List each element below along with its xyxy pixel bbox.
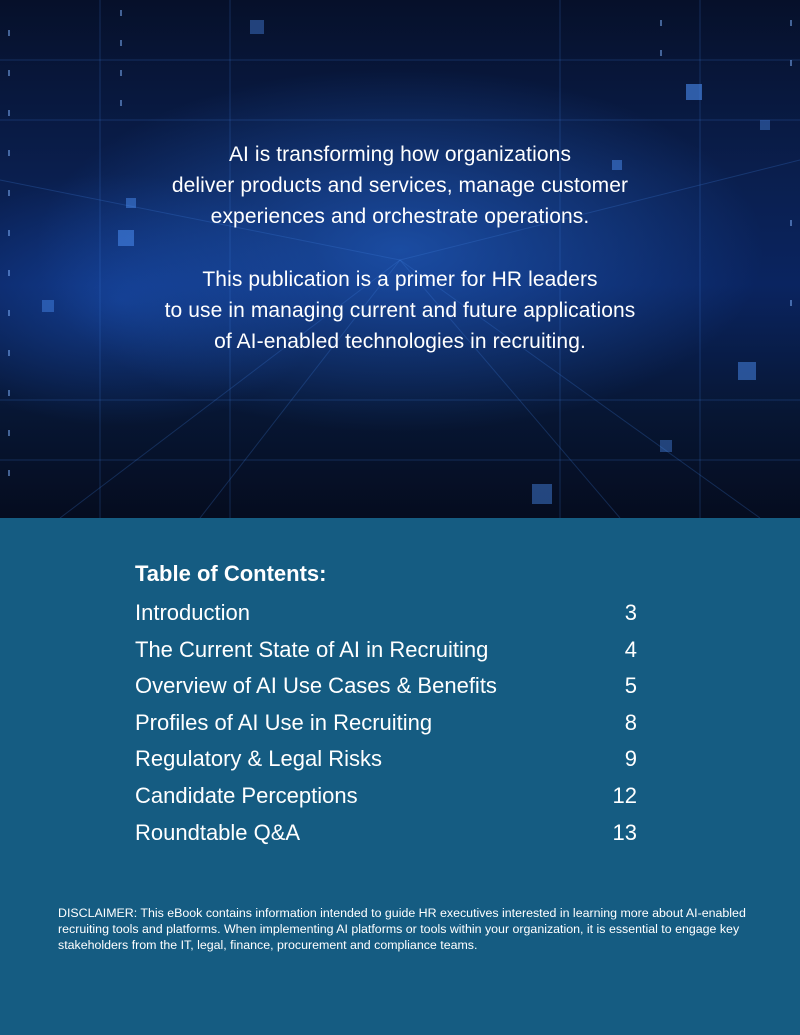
table-of-contents	[135, 560, 637, 851]
toc-entry-page: 13	[612, 819, 637, 845]
hero-line: deliver products and services, manage customer	[171, 174, 629, 197]
disclaimer-text: DISCLAIMER: This eBook contains information intended to guide HR executives interested in learning more about AI-enabled recruiting tools and platforms. When implementing AI platforms or tools within your organization, it is essential to engage key stakeholders from the IT, legal, finance, procurement and compliance teams.	[58, 906, 746, 952]
toc-entry-label: Overview of AI Use Cases & Benefits	[135, 673, 497, 699]
toc-entry-profiles[interactable]	[135, 705, 637, 742]
toc-entry-label: Introduction	[135, 600, 250, 625]
hero-line: AI is transforming how organizations	[228, 143, 572, 166]
hero-line: of AI-enabled technologies in recruiting.	[214, 330, 586, 353]
hero-line: experiences and orchestrate operations.	[210, 205, 590, 228]
toc-entry-page: 4	[624, 636, 637, 662]
hero-intro-paragraph	[0, 139, 800, 232]
toc-entry-page: 3	[624, 600, 637, 625]
toc-entry-roundtable[interactable]	[135, 815, 637, 852]
toc-entry-label: Regulatory & Legal Risks	[135, 746, 383, 772]
toc-entry-page: 12	[612, 782, 637, 808]
toc-entry-page: 5	[624, 673, 637, 699]
toc-title: Table of Contents:	[135, 561, 327, 586]
toc-entry-label: Candidate Perceptions	[135, 782, 358, 808]
hero-line: This publication is a primer for HR leaders	[202, 268, 598, 291]
toc-entry-label: Profiles of AI Use in Recruiting	[135, 709, 433, 735]
toc-entry-use-cases[interactable]	[135, 668, 637, 705]
toc-entry-current-state[interactable]	[135, 632, 637, 669]
hero-line: to use in managing current and future applications	[164, 299, 636, 322]
toc-entry-label: Roundtable Q&A	[135, 819, 301, 845]
toc-entry-page: 9	[624, 746, 637, 772]
toc-entry-label: The Current State of AI in Recruiting	[135, 636, 489, 662]
hero-purpose-paragraph	[0, 264, 800, 357]
toc-entry-introduction[interactable]	[135, 595, 637, 632]
toc-entry-regulatory[interactable]	[135, 741, 637, 778]
toc-entry-candidate-perceptions[interactable]	[135, 778, 637, 815]
toc-entry-page: 8	[624, 709, 637, 735]
